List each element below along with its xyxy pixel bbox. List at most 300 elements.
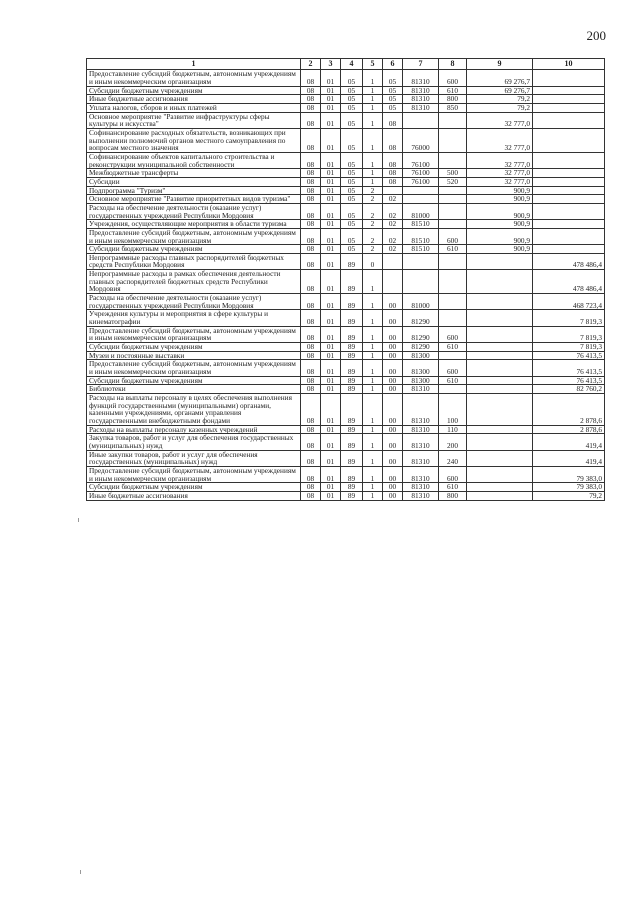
- table-cell: 81290: [403, 326, 439, 342]
- table-cell: 32 777,0: [467, 177, 533, 186]
- table-cell: 08: [301, 270, 321, 294]
- table-cell: [403, 195, 439, 204]
- table-cell: 600: [439, 466, 467, 482]
- table-cell: 01: [321, 270, 341, 294]
- table-cell: 900,9: [467, 228, 533, 244]
- table-row: [87, 360, 605, 376]
- table-cell: 08: [301, 177, 321, 186]
- page-number: 200: [586, 28, 606, 43]
- table-cell: [403, 112, 439, 128]
- table-cell: [533, 70, 605, 86]
- table-cell: 610: [439, 376, 467, 385]
- table-cell: 900,9: [467, 220, 533, 229]
- table-cell: 1: [363, 177, 383, 186]
- table-cell: 81000: [403, 203, 439, 219]
- table-cell: 81310: [403, 483, 439, 492]
- table-cell: [467, 393, 533, 425]
- table-cell: 0: [363, 253, 383, 269]
- row-description: Предоставление субсидий бюджетным, автономным учреждениям и иным некоммерческим организациям: [87, 360, 301, 376]
- table-cell: [467, 450, 533, 466]
- row-description: Предоставление субсидий бюджетным, автономным учреждениям и иным некоммерческим организациям: [87, 228, 301, 244]
- table-cell: 81310: [403, 434, 439, 450]
- table-row: [87, 343, 605, 352]
- table-cell: 08: [301, 245, 321, 254]
- table-cell: 100: [439, 393, 467, 425]
- table-cell: 1: [363, 343, 383, 352]
- column-header: 4: [341, 59, 363, 70]
- row-description: Музеи и постоянные выставки: [87, 351, 301, 360]
- table-cell: [403, 186, 439, 195]
- table-cell: 1: [363, 393, 383, 425]
- table-cell: 01: [321, 483, 341, 492]
- table-cell: 00: [383, 294, 403, 310]
- table-cell: 05: [383, 95, 403, 104]
- table-cell: 08: [301, 86, 321, 95]
- table-body: [87, 70, 605, 500]
- row-description: Предоставление субсидий бюджетным, автономным учреждениям и иным некоммерческим организациям: [87, 466, 301, 482]
- table-cell: 110: [439, 425, 467, 434]
- table-cell: 81000: [403, 294, 439, 310]
- row-description: Субсидии бюджетным учреждениям: [87, 483, 301, 492]
- margin-mark: [78, 518, 79, 522]
- table-cell: 2 878,6: [533, 393, 605, 425]
- table-cell: 79,2: [467, 95, 533, 104]
- table-cell: 600: [439, 70, 467, 86]
- table-cell: [467, 310, 533, 326]
- table-cell: 08: [301, 112, 321, 128]
- table-cell: 01: [321, 425, 341, 434]
- column-header: 1: [87, 59, 301, 70]
- table-cell: 05: [341, 128, 363, 152]
- row-description: Основное мероприятие "Развитие инфраструктуры сферы культуры и искусства": [87, 112, 301, 128]
- table-cell: [403, 253, 439, 269]
- table-cell: 05: [341, 70, 363, 86]
- table-cell: 2: [363, 245, 383, 254]
- table-cell: 81510: [403, 245, 439, 254]
- row-description: Межбюджетные трансферты: [87, 169, 301, 178]
- table-cell: 89: [341, 270, 363, 294]
- table-cell: 1: [363, 112, 383, 128]
- table-cell: 81310: [403, 393, 439, 425]
- table-cell: 08: [301, 294, 321, 310]
- column-header: 6: [383, 59, 403, 70]
- row-description: Учреждения, осуществляющие мероприятия в области туризма: [87, 220, 301, 229]
- table-cell: 08: [383, 169, 403, 178]
- table-cell: 468 723,4: [533, 294, 605, 310]
- row-description: Софинансирование расходных обязательств, возникающих при выполнении полномочий органов местного самоуправления по вопросам местного значения: [87, 128, 301, 152]
- table-cell: 01: [321, 169, 341, 178]
- table-cell: 81310: [403, 104, 439, 113]
- table-cell: 2: [363, 186, 383, 195]
- table-cell: 00: [383, 376, 403, 385]
- table-cell: 89: [341, 253, 363, 269]
- table-header: [87, 59, 605, 70]
- table-cell: [467, 351, 533, 360]
- table-cell: 240: [439, 450, 467, 466]
- table-cell: 76000: [403, 128, 439, 152]
- table-cell: 82 760,2: [533, 385, 605, 394]
- table-cell: 419,4: [533, 434, 605, 450]
- table-cell: [533, 228, 605, 244]
- table-cell: [439, 270, 467, 294]
- table-cell: 05: [341, 95, 363, 104]
- table-cell: 1: [363, 483, 383, 492]
- table-cell: 01: [321, 434, 341, 450]
- column-header: 8: [439, 59, 467, 70]
- table-cell: [533, 112, 605, 128]
- table-cell: 01: [321, 326, 341, 342]
- row-description: Закупка товаров, работ и услуг для обеспечения государственных (муниципальных) нужд: [87, 434, 301, 450]
- table-cell: [467, 385, 533, 394]
- row-description: Библиотеки: [87, 385, 301, 394]
- table-cell: 89: [341, 450, 363, 466]
- table-cell: 1: [363, 294, 383, 310]
- table-cell: 05: [341, 86, 363, 95]
- table-cell: 08: [301, 326, 321, 342]
- table-cell: 900,9: [467, 195, 533, 204]
- table-cell: 89: [341, 425, 363, 434]
- row-description: Иные закупки товаров, работ и услуг для обеспечения государственных (муниципальных) нужд: [87, 450, 301, 466]
- table-cell: 1: [363, 86, 383, 95]
- table-cell: 81310: [403, 86, 439, 95]
- table-cell: [533, 245, 605, 254]
- table-cell: 81310: [403, 385, 439, 394]
- table-cell: 89: [341, 310, 363, 326]
- row-description: Непрограммные расходы главных распорядителей бюджетных средств Республики Мордовия: [87, 253, 301, 269]
- table-cell: 2 878,6: [533, 425, 605, 434]
- table-row: [87, 450, 605, 466]
- table-cell: 01: [321, 203, 341, 219]
- table-cell: 08: [301, 228, 321, 244]
- table-cell: 08: [383, 152, 403, 168]
- table-cell: [467, 326, 533, 342]
- table-cell: 2: [363, 195, 383, 204]
- table-cell: [533, 86, 605, 95]
- table-cell: 05: [383, 104, 403, 113]
- table-cell: 1: [363, 128, 383, 152]
- table-cell: 01: [321, 220, 341, 229]
- table-cell: 08: [301, 434, 321, 450]
- table-cell: [467, 483, 533, 492]
- table-cell: 32 777,0: [467, 169, 533, 178]
- table-cell: 02: [383, 245, 403, 254]
- table-cell: 01: [321, 310, 341, 326]
- table-cell: 89: [341, 393, 363, 425]
- table-cell: 00: [383, 360, 403, 376]
- table-cell: 08: [301, 351, 321, 360]
- table-cell: 05: [341, 152, 363, 168]
- table-cell: 00: [383, 425, 403, 434]
- table-cell: 76 413,5: [533, 376, 605, 385]
- table-cell: 600: [439, 360, 467, 376]
- table-cell: 00: [383, 483, 403, 492]
- table-cell: 81310: [403, 425, 439, 434]
- table-cell: 1: [363, 310, 383, 326]
- table-cell: 1: [363, 270, 383, 294]
- row-description: Расходы на выплаты персоналу казенных учреждений: [87, 425, 301, 434]
- table-cell: [467, 343, 533, 352]
- column-header: 10: [533, 59, 605, 70]
- table-row: [87, 434, 605, 450]
- table-cell: 81300: [403, 360, 439, 376]
- table-cell: 7 819,3: [533, 343, 605, 352]
- table-cell: [439, 253, 467, 269]
- table-cell: 81310: [403, 95, 439, 104]
- table-cell: 01: [321, 177, 341, 186]
- table-cell: 05: [341, 195, 363, 204]
- table-cell: 08: [383, 128, 403, 152]
- table-cell: 01: [321, 450, 341, 466]
- table-cell: [403, 270, 439, 294]
- table-cell: 08: [301, 203, 321, 219]
- table-cell: 01: [321, 95, 341, 104]
- table-cell: 05: [341, 112, 363, 128]
- table-cell: 600: [439, 326, 467, 342]
- table-cell: [533, 186, 605, 195]
- table-cell: 00: [383, 434, 403, 450]
- table-cell: 610: [439, 343, 467, 352]
- column-header: 9: [467, 59, 533, 70]
- table-cell: [439, 294, 467, 310]
- table-cell: 200: [439, 434, 467, 450]
- row-description: Непрограммные расходы в рамках обеспечения деятельности главных распорядителей бюджетных средств Республики Мордовия: [87, 270, 301, 294]
- table-row: [87, 491, 605, 500]
- table-cell: 89: [341, 491, 363, 500]
- table-cell: [439, 128, 467, 152]
- table-cell: 800: [439, 95, 467, 104]
- table-cell: 81290: [403, 310, 439, 326]
- table-cell: [467, 294, 533, 310]
- table-cell: 08: [301, 186, 321, 195]
- table-cell: 01: [321, 104, 341, 113]
- table-row: [87, 253, 605, 269]
- table-cell: 08: [301, 393, 321, 425]
- table-cell: 05: [341, 245, 363, 254]
- table-cell: 02: [383, 203, 403, 219]
- column-header: 5: [363, 59, 383, 70]
- table-cell: 08: [301, 376, 321, 385]
- table-cell: [467, 360, 533, 376]
- table-cell: [467, 491, 533, 500]
- table-cell: 08: [301, 169, 321, 178]
- table-cell: 08: [301, 385, 321, 394]
- table-cell: 89: [341, 466, 363, 482]
- table-cell: 79,2: [467, 104, 533, 113]
- table-cell: 08: [383, 112, 403, 128]
- table-cell: 08: [301, 310, 321, 326]
- table-cell: [439, 152, 467, 168]
- row-description: Учреждения культуры и мероприятия в сфере культуры и кинематографии: [87, 310, 301, 326]
- table-cell: [533, 177, 605, 186]
- table-cell: 01: [321, 351, 341, 360]
- table-cell: 00: [383, 385, 403, 394]
- table-cell: [439, 385, 467, 394]
- table-cell: 01: [321, 152, 341, 168]
- table-cell: 00: [383, 343, 403, 352]
- table-cell: 1: [363, 434, 383, 450]
- table-cell: 01: [321, 112, 341, 128]
- table-cell: 01: [321, 195, 341, 204]
- table-cell: 08: [301, 104, 321, 113]
- table-cell: 76 413,5: [533, 351, 605, 360]
- table-cell: 00: [383, 393, 403, 425]
- table-cell: 520: [439, 177, 467, 186]
- table-row: [87, 270, 605, 294]
- table-cell: 01: [321, 385, 341, 394]
- table-cell: 500: [439, 169, 467, 178]
- table-cell: 32 777,0: [467, 112, 533, 128]
- table-cell: 01: [321, 128, 341, 152]
- table-row: [87, 112, 605, 128]
- table-cell: 08: [301, 128, 321, 152]
- table-cell: 01: [321, 70, 341, 86]
- row-description: Уплата налогов, сборов и иных платежей: [87, 104, 301, 113]
- table-cell: 81300: [403, 351, 439, 360]
- table-cell: 01: [321, 228, 341, 244]
- row-description: Расходы на выплаты персоналу в целях обеспечения выполнения функций государственными (муниципальными) органами, казенными учреждениями, органами управления государственными внебюджетными фондами: [87, 393, 301, 425]
- table-row: [87, 376, 605, 385]
- table-cell: [439, 203, 467, 219]
- table-row: [87, 393, 605, 425]
- table-cell: 478 486,4: [533, 270, 605, 294]
- table-cell: 610: [439, 483, 467, 492]
- table-cell: 08: [301, 195, 321, 204]
- table-row: [87, 152, 605, 168]
- table-cell: 01: [321, 466, 341, 482]
- table-cell: 89: [341, 483, 363, 492]
- table-cell: 05: [341, 104, 363, 113]
- table-cell: [533, 128, 605, 152]
- table-cell: 01: [321, 86, 341, 95]
- row-description: Субсидии: [87, 177, 301, 186]
- table-cell: 89: [341, 434, 363, 450]
- table-cell: 1: [363, 360, 383, 376]
- table-row: [87, 70, 605, 86]
- table-cell: [533, 169, 605, 178]
- table-cell: 08: [301, 360, 321, 376]
- table-cell: 2: [363, 228, 383, 244]
- table-cell: [383, 270, 403, 294]
- table-cell: 2: [363, 203, 383, 219]
- column-header: 7: [403, 59, 439, 70]
- table-cell: 89: [341, 385, 363, 394]
- table-cell: 01: [321, 253, 341, 269]
- row-description: Иные бюджетные ассигнования: [87, 491, 301, 500]
- table-cell: 81310: [403, 450, 439, 466]
- table-cell: 02: [383, 220, 403, 229]
- margin-mark: [80, 870, 81, 874]
- table-cell: [439, 351, 467, 360]
- column-header: 3: [321, 59, 341, 70]
- table-cell: 01: [321, 491, 341, 500]
- table-cell: 610: [439, 245, 467, 254]
- table-cell: 1: [363, 95, 383, 104]
- table-cell: 81510: [403, 228, 439, 244]
- table-cell: 419,4: [533, 450, 605, 466]
- table-cell: 900,9: [467, 203, 533, 219]
- table-cell: [533, 95, 605, 104]
- table-cell: [383, 253, 403, 269]
- table-cell: [467, 466, 533, 482]
- table-cell: 79 383,0: [533, 466, 605, 482]
- table-cell: 08: [301, 343, 321, 352]
- table-cell: 08: [301, 483, 321, 492]
- table-cell: 01: [321, 343, 341, 352]
- table-cell: [533, 195, 605, 204]
- table-cell: 1: [363, 491, 383, 500]
- table-cell: 1: [363, 450, 383, 466]
- table-cell: 00: [383, 450, 403, 466]
- table-cell: 1: [363, 385, 383, 394]
- table-cell: [533, 220, 605, 229]
- table-cell: [533, 104, 605, 113]
- table-cell: 05: [341, 203, 363, 219]
- table-cell: 08: [301, 70, 321, 86]
- table-cell: 81310: [403, 491, 439, 500]
- row-description: Предоставление субсидий бюджетным, автономным учреждениям и иным некоммерческим организациям: [87, 70, 301, 86]
- table-cell: 08: [301, 425, 321, 434]
- table-cell: 00: [383, 351, 403, 360]
- table-cell: 05: [341, 169, 363, 178]
- table-cell: 850: [439, 104, 467, 113]
- row-description: Субсидии бюджетным учреждениям: [87, 245, 301, 254]
- table-cell: 69 276,7: [467, 70, 533, 86]
- table-cell: 89: [341, 294, 363, 310]
- table-cell: 05: [341, 177, 363, 186]
- table-cell: 02: [383, 195, 403, 204]
- table-cell: 1: [363, 425, 383, 434]
- table-cell: 05: [341, 220, 363, 229]
- table-cell: 32 777,0: [467, 152, 533, 168]
- table-cell: 1: [363, 152, 383, 168]
- table-cell: [467, 425, 533, 434]
- table-cell: 76100: [403, 152, 439, 168]
- table-row: [87, 104, 605, 113]
- table-cell: 76100: [403, 177, 439, 186]
- table-cell: 01: [321, 294, 341, 310]
- row-description: Иные бюджетные ассигнования: [87, 95, 301, 104]
- table-row: [87, 203, 605, 219]
- table-cell: 900,9: [467, 186, 533, 195]
- table-row: [87, 177, 605, 186]
- table-cell: 02: [383, 228, 403, 244]
- table-cell: 76 413,5: [533, 360, 605, 376]
- table-cell: 08: [301, 466, 321, 482]
- table-cell: [467, 253, 533, 269]
- table-cell: 81310: [403, 70, 439, 86]
- table-cell: [439, 310, 467, 326]
- table-cell: 800: [439, 491, 467, 500]
- table-cell: 08: [301, 152, 321, 168]
- table-cell: 00: [383, 466, 403, 482]
- table-cell: [439, 186, 467, 195]
- table-cell: 81510: [403, 220, 439, 229]
- table-cell: [533, 203, 605, 219]
- table-cell: 89: [341, 343, 363, 352]
- table-cell: 00: [383, 310, 403, 326]
- table-cell: 08: [301, 220, 321, 229]
- row-description: Субсидии бюджетным учреждениям: [87, 376, 301, 385]
- table-cell: 89: [341, 326, 363, 342]
- table-cell: 32 777,0: [467, 128, 533, 152]
- table-cell: 79,2: [533, 491, 605, 500]
- table-cell: [439, 195, 467, 204]
- row-description: Расходы на обеспечение деятельности (оказание услуг) государственных учреждений Республики Мордовия: [87, 203, 301, 219]
- table-cell: 08: [383, 177, 403, 186]
- column-header: 2: [301, 59, 321, 70]
- table-row: [87, 310, 605, 326]
- table-cell: 08: [301, 450, 321, 466]
